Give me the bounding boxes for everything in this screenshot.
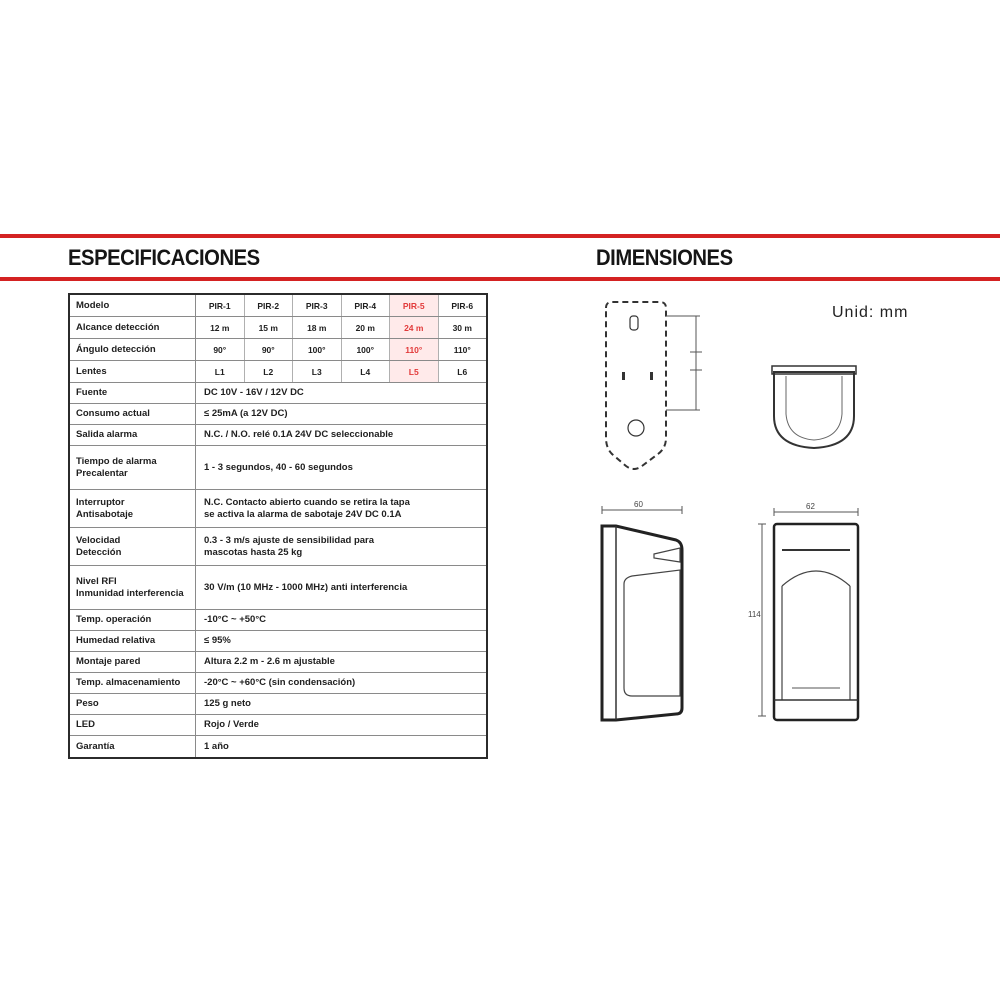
spec-row — [70, 425, 486, 446]
spec-row — [70, 631, 486, 652]
model-cell: 30 m — [452, 322, 472, 333]
row-label: Ángulo detección — [70, 339, 196, 360]
row-label: Lentes — [70, 361, 196, 382]
spec-value: 125 g neto — [204, 698, 251, 709]
units-label: Unid: mm — [832, 304, 909, 321]
spec-label: Peso — [70, 694, 196, 714]
side-view-drawing — [594, 500, 694, 730]
spec-value: DC 10V - 16V / 12V DC — [204, 387, 304, 398]
model-cell: 20 m — [342, 317, 391, 338]
model-cell: PIR-3 — [293, 295, 342, 316]
spec-value: ≤ 25mA (a 12V DC) — [204, 408, 288, 419]
dimensions-heading: DIMENSIONES — [596, 245, 733, 270]
model-cell: L1 — [196, 361, 245, 382]
spec-row — [70, 715, 486, 736]
front-view-drawing — [752, 500, 872, 730]
row-label: Modelo — [70, 295, 196, 316]
spec-label: Humedad relativa — [70, 631, 196, 651]
spec-row — [70, 404, 486, 425]
spec-label: Salida alarma — [70, 425, 196, 445]
spec-row — [70, 490, 486, 528]
spec-row — [70, 528, 486, 566]
spec-value: -10°C ~ +50°C — [204, 614, 266, 625]
spec-row — [70, 610, 486, 631]
spec-label: Fuente — [70, 383, 196, 403]
spec-value: Rojo / Verde — [204, 719, 259, 730]
model-cell: 90° — [196, 339, 245, 360]
spec-value: Altura 2.2 m - 2.6 m ajustable — [204, 656, 335, 667]
spec-row — [70, 673, 486, 694]
spec-value: 0.3 - 3 m/s ajuste de sensibilidad para mascotas hasta 25 kg — [204, 534, 375, 558]
spec-row — [70, 383, 486, 404]
model-cell: L3 — [293, 361, 342, 382]
spec-label: Temp. operación — [70, 610, 196, 630]
specifications-heading: ESPECIFICACIONES — [68, 245, 260, 270]
model-cell: L6 — [457, 366, 468, 377]
model-cell: L5 — [390, 361, 439, 382]
spec-value: N.C. Contacto abierto cuando se retira la tapa se activa la alarma de sabotaje 24V DC 0.1A — [204, 496, 410, 520]
spec-value: N.C. / N.O. relé 0.1A 24V DC seleccionable — [204, 429, 394, 440]
spec-label: Montaje pared — [70, 652, 196, 672]
model-cell: 18 m — [293, 317, 342, 338]
dimension-label: 114 — [748, 610, 761, 619]
model-cell: 90° — [245, 339, 294, 360]
model-cell: 110° — [390, 339, 439, 360]
bottom-view-drawing — [766, 360, 866, 455]
model-row — [70, 361, 486, 383]
spec-label: Consumo actual — [70, 404, 196, 424]
spec-row — [70, 446, 486, 490]
model-row — [70, 295, 486, 317]
spec-value: ≤ 95% — [204, 635, 231, 646]
model-cell: L2 — [245, 361, 294, 382]
model-cell: 15 m — [245, 317, 294, 338]
dimension-label: 62 — [806, 502, 815, 511]
spec-value: 1 - 3 segundos, 40 - 60 segundos — [204, 461, 353, 473]
spec-label: Nivel RFI Inmunidad interferencia — [70, 566, 196, 609]
specifications-table — [68, 293, 488, 759]
model-row — [70, 339, 486, 361]
model-cell: 100° — [342, 339, 391, 360]
model-cell: 100° — [293, 339, 342, 360]
model-row — [70, 317, 486, 339]
model-cell: PIR-5 — [390, 295, 439, 316]
model-cell: PIR-2 — [245, 295, 294, 316]
bottom-red-rule — [0, 277, 1000, 281]
spec-label: Tiempo de alarma Precalentar — [70, 446, 196, 489]
spec-label: Velocidad Detección — [70, 528, 196, 565]
spec-value: 1 año — [204, 740, 229, 752]
model-cell: PIR-4 — [342, 295, 391, 316]
top-red-rule — [0, 234, 1000, 238]
model-cell: PIR-1 — [196, 295, 245, 316]
model-cell: L4 — [342, 361, 391, 382]
dimension-label: 60 — [634, 500, 643, 509]
spec-label: Interruptor Antisabotaje — [70, 490, 196, 527]
spec-label: LED — [70, 715, 196, 735]
spec-row — [70, 694, 486, 715]
model-cell: PIR-6 — [451, 300, 474, 311]
spec-value: 30 V/m (10 MHz - 1000 MHz) anti interferencia — [204, 581, 408, 593]
spec-row — [70, 652, 486, 673]
spec-label: Garantía — [70, 736, 196, 757]
model-cell: 24 m — [390, 317, 439, 338]
spec-row — [70, 736, 486, 757]
back-view-drawing — [598, 298, 708, 478]
model-cell: 12 m — [196, 317, 245, 338]
model-cell: 110° — [453, 344, 471, 355]
spec-value: -20°C ~ +60°C (sin condensación) — [204, 677, 356, 688]
spec-row — [70, 566, 486, 610]
row-label: Alcance detección — [70, 317, 196, 338]
spec-label: Temp. almacenamiento — [70, 673, 196, 693]
